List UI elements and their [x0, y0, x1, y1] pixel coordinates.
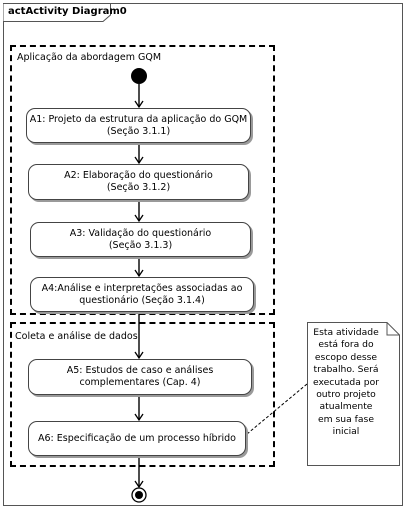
- final-node: [135, 491, 143, 499]
- action-a2[interactable]: [28, 164, 249, 200]
- note-line: trabalho. Será: [313, 364, 379, 376]
- diagram-title: actActivity Diagram0: [8, 6, 127, 17]
- action-a5-line2: complementares (Cap. 4): [79, 377, 201, 388]
- action-a5-line1: A5: Estudos de caso e análises: [66, 365, 214, 376]
- note-anchor: [247, 384, 307, 434]
- partition-gqm-label: Aplicação da abordagem GQM: [17, 52, 162, 63]
- note-line: Esta atividade: [313, 327, 379, 338]
- action-a1-line1: A1: Projeto da estrutura da aplicação do GQM: [29, 113, 248, 125]
- note-line: escopo desse: [314, 351, 378, 363]
- action-a4-line1: A4:Análise e interpretações associadas ao: [41, 282, 243, 294]
- action-a4-line2: questionário (Seção 3.1.4): [79, 294, 205, 306]
- action-a6-line1: A6: Especificação de um processo híbrido: [38, 432, 236, 444]
- initial-node: [131, 68, 147, 84]
- action-a2-line2: (Seção 3.1.2): [106, 182, 171, 193]
- note-line: em sua fase: [318, 413, 374, 425]
- action-a1-line2: (Seção 3.1.1): [106, 125, 171, 137]
- note-line: outro projeto: [316, 389, 376, 401]
- action-a1[interactable]: [26, 108, 251, 143]
- note-line: inicial: [332, 426, 360, 438]
- action-a2-line1: A2: Elaboração do questionário: [64, 170, 213, 181]
- action-a4[interactable]: [30, 277, 254, 312]
- action-a3-line2: (Seção 3.1.3): [108, 239, 173, 251]
- action-a6[interactable]: [28, 421, 246, 456]
- note-line: executada por: [312, 376, 380, 388]
- action-a3[interactable]: [30, 222, 251, 257]
- action-a3-line1: A3: Validação do questionário: [69, 227, 212, 239]
- note-line: atualmente: [319, 401, 373, 413]
- note-text: [309, 327, 383, 439]
- action-a5[interactable]: [28, 359, 252, 395]
- partition-coleta-label: Coleta e análise de dados: [15, 331, 138, 342]
- note-line: está fora do: [318, 339, 374, 351]
